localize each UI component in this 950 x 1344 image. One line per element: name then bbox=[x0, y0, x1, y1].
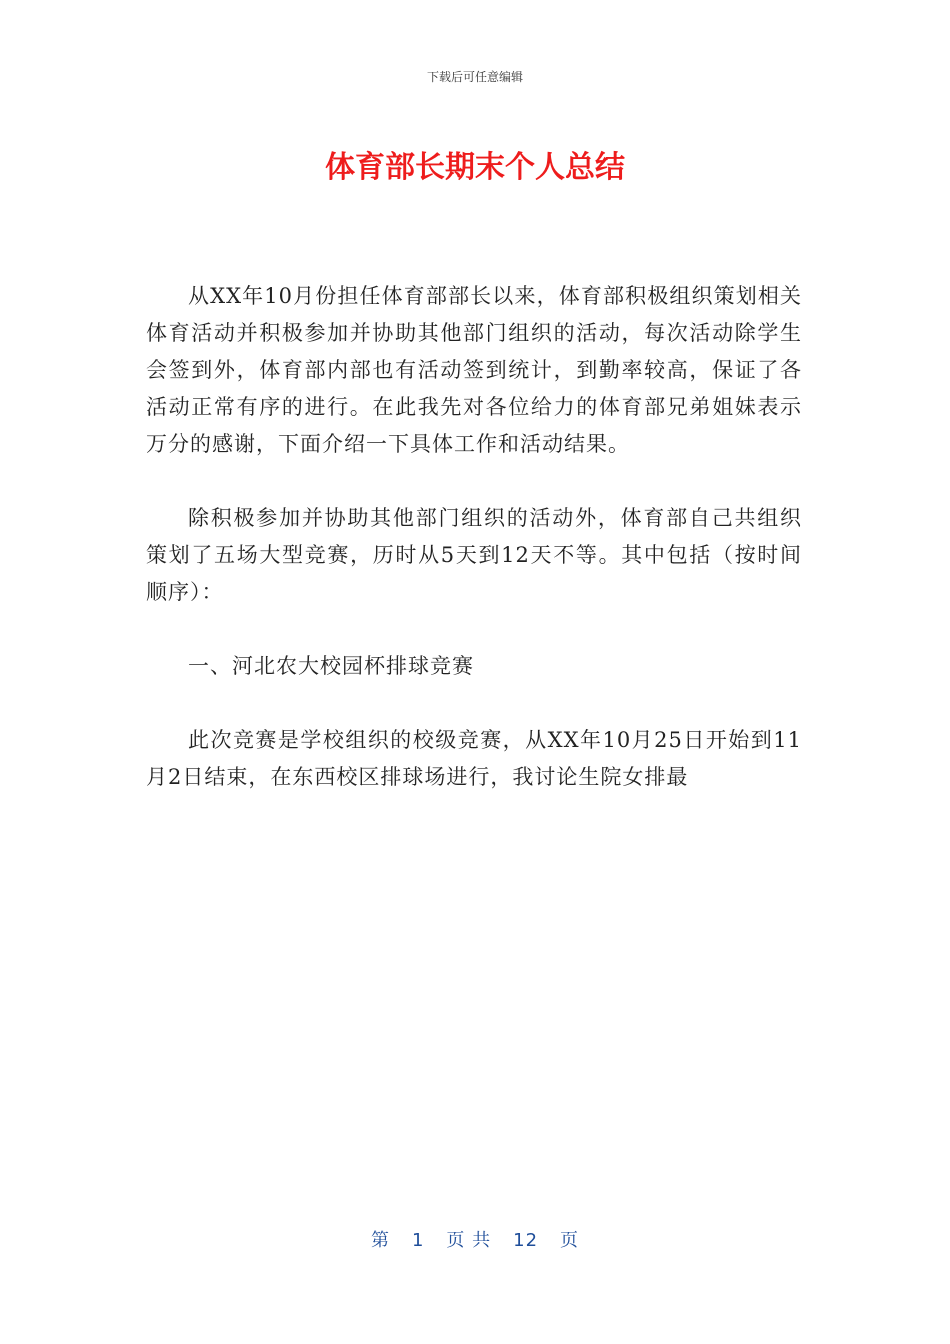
document-body bbox=[146, 278, 802, 833]
page-mid-text: 页 共 bbox=[446, 1230, 492, 1251]
current-page-number: 1 bbox=[411, 1230, 425, 1251]
total-page-number: 12 bbox=[513, 1230, 539, 1251]
paragraph: 除积极参加并协助其他部门组织的活动外，体育部自己共组织策划了五场大型竞赛，历时从5天到12天不等。其中包括（按时间顺序）： bbox=[146, 506, 802, 604]
page-prefix: 第 bbox=[370, 1230, 390, 1251]
page-suffix: 页 bbox=[560, 1230, 580, 1251]
header-note: 下载后可任意编辑 bbox=[426, 70, 523, 84]
section-heading: 一、河北农大校园杯排球竞赛 bbox=[188, 654, 474, 678]
paragraph: 此次竞赛是学校组织的校级竞赛，从XX年10月25日开始到11月2日结束，在东西校区排球场进行，我讨论生院女排最 bbox=[146, 728, 802, 789]
paragraph: 从XX年10月份担任体育部部长以来，体育部积极组织策划相关体育活动并积极参加并协助其他部门组织的活动，每次活动除学生会签到外，体育部内部也有活动签到统计，到勤率较高，保证了各活动正常有序的进行。在此我先对各位给力的体育部兄弟姐妹表示万分的感谢，下面介绍一下具体工作和活动结果。 bbox=[146, 284, 802, 456]
document-title: 体育部长期末个人总结 bbox=[325, 150, 625, 185]
page-footer bbox=[0, 1226, 950, 1252]
